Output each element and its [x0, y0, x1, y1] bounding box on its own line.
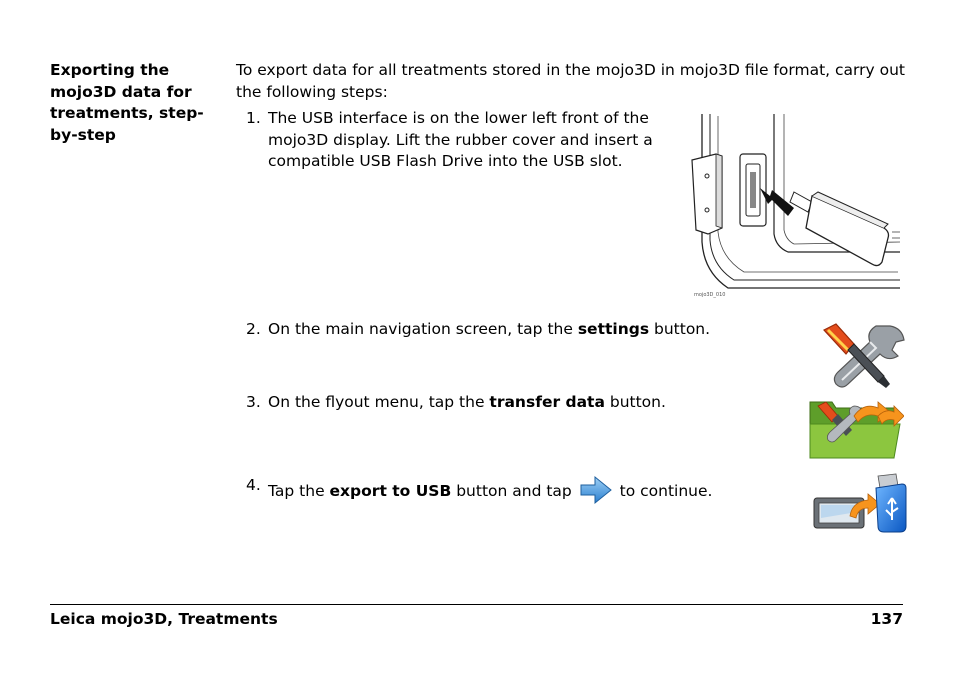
section-heading: Exporting the mojo3D data for treatments, step-by-step [50, 61, 204, 144]
step-4-text-end: to continue. [619, 482, 713, 500]
step-2-text: On the main navigation screen, tap the [268, 320, 573, 338]
settings-icon [818, 322, 906, 390]
step-3-text-end: button. [609, 393, 666, 411]
footer-rule [50, 604, 903, 605]
step-number: 1. [246, 109, 261, 127]
transfer-data-icon [808, 396, 904, 460]
step-3-text: On the flyout menu, tap the [268, 393, 485, 411]
transfer-data-button-label: transfer data [489, 393, 605, 411]
step-2-text-end: button. [654, 320, 711, 338]
step-4-text-middle: button and tap [456, 482, 572, 500]
export-to-usb-button-label: export to USB [329, 482, 452, 500]
step-1-line-2: mojo3D display. Lift the rubber cover and insert a [268, 130, 653, 149]
footer-title: Leica mojo3D, Treatments [50, 610, 278, 628]
step-number: 4. [246, 476, 261, 494]
page-number: 137 [870, 610, 903, 628]
export-to-usb-icon [812, 472, 908, 534]
arrow-right-icon [579, 475, 613, 505]
intro-paragraph: To export data for all treatments stored in the mojo3D in mojo3D file format, carry out the following steps: [236, 61, 905, 101]
figure-code: mojo3D_010 [694, 292, 726, 298]
step-number: 2. [246, 320, 261, 338]
step-number: 3. [246, 393, 261, 411]
step-4-text: Tap the [268, 482, 325, 500]
settings-button-label: settings [577, 320, 650, 338]
usb-insertion-illustration [688, 112, 903, 300]
step-1-line-1: The USB interface is on the lower left front of the [268, 109, 649, 127]
step-1-line-3: compatible USB Flash Drive into the USB slot. [268, 152, 623, 170]
